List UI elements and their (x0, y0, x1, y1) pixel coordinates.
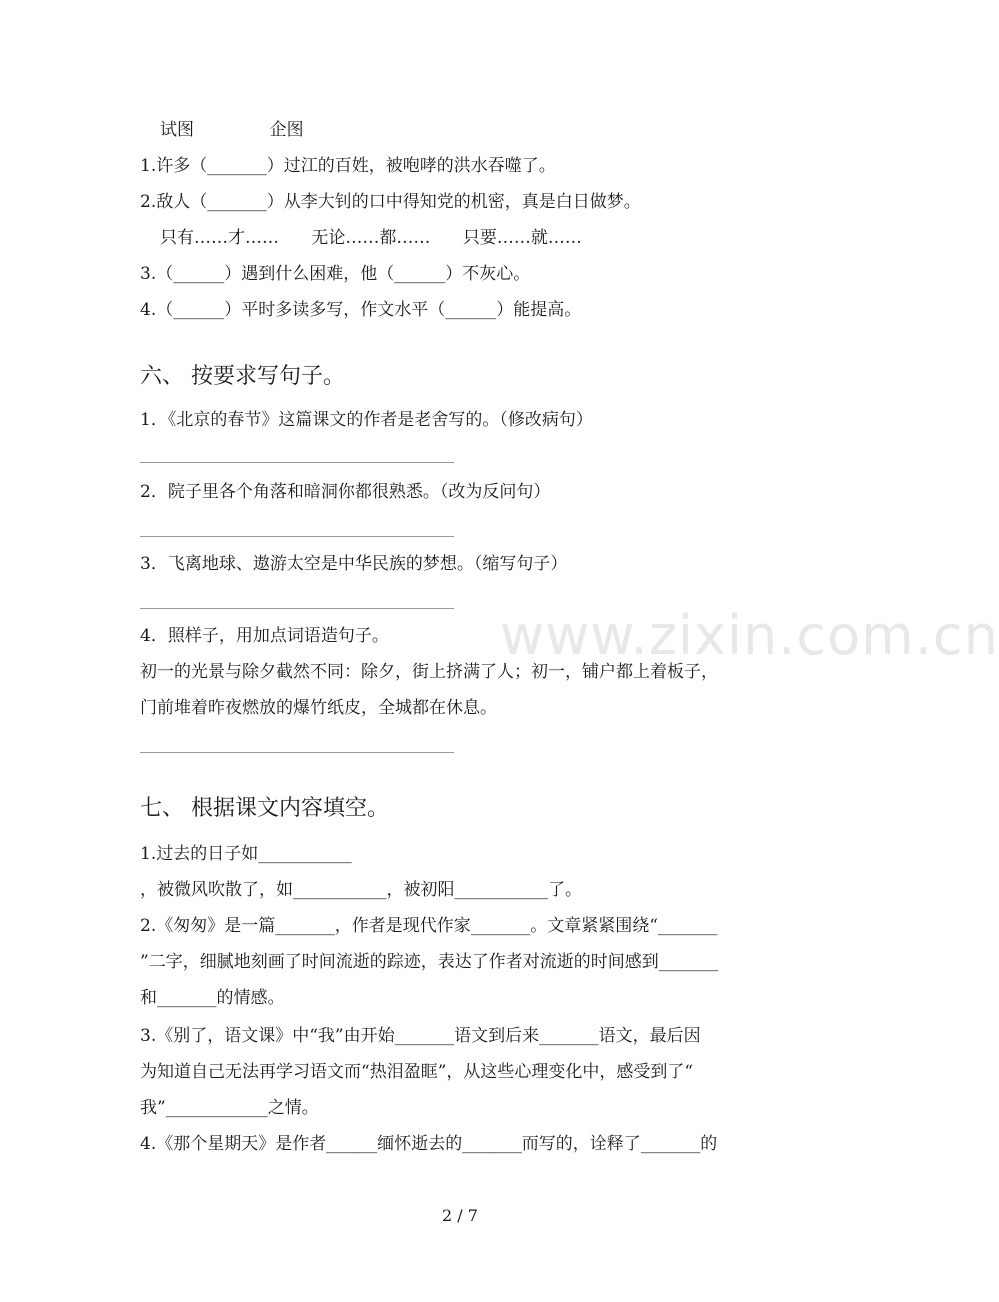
answer-line-2[interactable] (140, 536, 454, 537)
question-1: 1.许多（_______）过江的百姓，被咆哮的洪水吞噬了。 (140, 156, 556, 176)
watermark: www.zixin.com.cn (500, 604, 999, 667)
answer-line-3[interactable] (140, 608, 454, 609)
section-6-question-3: 3．飞离地球、遨游太空是中华民族的梦想。（缩写句子） (140, 554, 568, 574)
fill-2-line-b: ”二字，细腻地刻画了时间流逝的踪迹，表达了作者对流逝的时间感到_______ (140, 952, 719, 972)
fill-3-line-b: 为知道自己无法再学习语文而“热泪盈眶”，从这些心理变化中，感受到了“ (140, 1062, 694, 1082)
fill-1-line-b: ，被微风吹散了，如___________，被初阳___________了。 (140, 880, 582, 900)
example-text-line-2: 门前堆着昨夜燃放的爆竹纸皮，全城都在休息。 (140, 698, 497, 718)
fill-4-line-a: 4.《那个星期天》是作者______缅怀逝去的_______而写的，诠释了_______的 (140, 1134, 718, 1154)
section-6-question-1: 1．《北京的春节》这篇课文的作者是老舍写的。（修改病句） (140, 410, 593, 430)
page-number: 2 / 7 (442, 1206, 478, 1225)
question-3: 3.（______）遇到什么困难，他（______）不灰心。 (140, 264, 531, 284)
section-6-question-2: 2．院子里各个角落和暗洞你都很熟悉。（改为反问句） (140, 482, 551, 502)
word-options-1: 试图 企图 (160, 120, 304, 140)
word-options-2: 只有……才…… 无论……都…… 只要……就…… (160, 228, 582, 248)
fill-2-line-a: 2.《匆匆》是一篇_______，作者是现代作家_______。文章紧紧围绕“_______ (140, 916, 718, 936)
answer-line-1[interactable] (140, 462, 454, 463)
fill-1-line-a: 1.过去的日子如___________ (140, 844, 352, 864)
example-text-line-1: 初一的光景与除夕截然不同：除夕，街上挤满了人；初一，铺户都上着板子， (140, 662, 718, 682)
question-2: 2.敌人（_______）从李大钊的口中得知党的机密，真是白日做梦。 (140, 192, 641, 212)
answer-line-4[interactable] (140, 752, 454, 753)
fill-3-line-c: 我”____________之情。 (140, 1098, 319, 1118)
question-4: 4.（______）平时多读多写，作文水平（______）能提高。 (140, 300, 582, 320)
fill-3-line-a: 3.《别了，语文课》中“我”由开始_______语文到后来_______语文，最后因 (140, 1026, 701, 1046)
fill-2-line-c: 和_______的情感。 (140, 988, 285, 1008)
section-6-question-4: 4．照样子，用加点词语造句子。 (140, 626, 389, 646)
section-6-title: 六、 按要求写句子。 (140, 364, 345, 389)
section-7-title: 七、 根据课文内容填空。 (140, 796, 389, 821)
